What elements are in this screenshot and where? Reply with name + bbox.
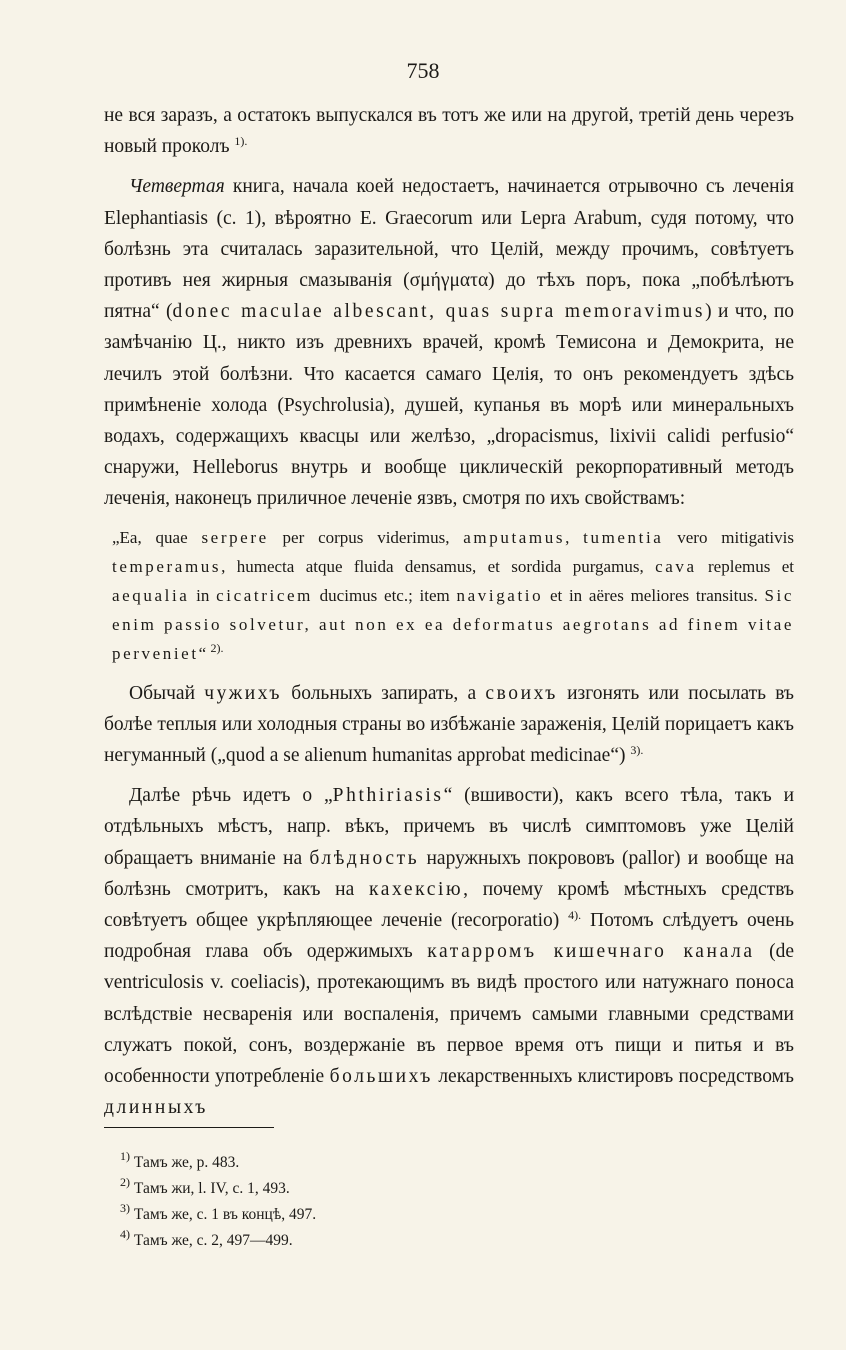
spaced-word: чужихъ [204,682,283,704]
footnotes [120,1150,316,1254]
paragraph-text: книга, начала коей недостаетъ, начинается отрывочно съ леченія Elephantiasis (c. 1), вѣроятно E. Graecorum или Lepra Arabum, судя потому, что болѣзнь эта считалась заразительной, что Целій, между прочимъ, совѣтуетъ противъ нея жирныя смазыванія (σμήγματα) до тѣхъ поръ, пока „побѣлѣютъ пятна“ ( [104,176,794,323]
quote-spaced: amputamus [463,527,566,547]
paragraph-fourth-book [104,171,794,514]
paragraph-custom [104,678,794,772]
spaced-word: длинныхъ [104,1097,208,1119]
quote-text: , humecta atque fluida densamus, et sordida purgamus, [221,556,656,576]
quote-spaced: temperamus [112,556,222,576]
quote-text: per corpus viderimus, [268,527,464,547]
spaced-latin: donec maculae albescant, quas supra memoravimus [172,301,706,323]
footnote [120,1202,316,1228]
footnote [120,1176,316,1202]
quote-spaced: cicatricem [216,585,313,605]
footnote-marker: 3) [120,1201,130,1215]
footnote-ref: 3). [630,743,644,758]
footnote-divider [104,1127,274,1128]
quote-text: “ [198,643,207,663]
quote-spaced: aequalia [112,585,190,605]
spaced-latin: Phthiriasis [332,785,444,807]
footnote [120,1150,316,1176]
quote-text: , [565,527,584,547]
paragraph-text: “ (вшивости), какъ всего тѣла, такъ и отдѣльныхъ мѣстъ, напр. вѣкъ, причемъ въ числѣ симптомовъ уже Целій обращаетъ вниманіе на [104,785,795,869]
footnote-text: Тамъ же, c. 1 въ концѣ, 497. [133,1206,317,1223]
paragraph-text: наружныхъ покрововъ (pallor) и вообще на болѣзнь смотритъ, какъ на [104,847,794,900]
spaced-word: катарромъ кишечнаго канала [427,941,755,963]
quote-spaced: tumentia [583,527,664,547]
footnote-marker: 1) [120,1149,130,1163]
quote-text: ducimus etc.; item [312,585,457,605]
paragraph-text: больныхъ запирать, а [282,682,486,704]
footnote-ref: 4). [568,908,582,923]
footnote [120,1228,316,1254]
paragraph-text: лекарственныхъ клистировъ посредствомъ [432,1066,795,1088]
paragraph-text: изгонять или посылать въ болѣе теплыя или холодныя страны во избѣжаніе зараженія, Целій порицаетъ какъ негуманный („quod a se alienum humanitas approbat medicinae“) [104,682,794,767]
paragraph-text: не вся заразъ, а остатокъ выпускался въ тотъ же или на другой, третій день черезъ новый проколъ [104,105,794,158]
italic-word: Четвертая [129,176,225,198]
page-number: 758 [406,58,440,83]
body-text [104,100,794,1123]
latin-quote [112,523,794,668]
paragraph-text: Далѣе рѣчь идетъ о „ [129,785,333,807]
paragraph-phthiriasis [104,780,794,1123]
quote-text: in [189,585,217,605]
footnote-marker: 2) [120,1175,130,1189]
footnote-marker: 4) [120,1227,130,1241]
spaced-word: кахексію [368,878,464,900]
paragraph-text: ) и что, по замѣчанію Ц., никто изъ древнихъ врачей, кромѣ Темисона и Демокрита, не лечилъ этой болѣзни. Что касается самаго Целія, то онъ рекомендуетъ здѣсь примѣненіе холода (Psychrolusia), душей, купанья въ морѣ или минеральныхъ водахъ, содержащихъ квасцы или желѣзо, „dropacismus, lixivii calidi perfusio“ снаружи, Helleborus внутрь и вообще циклическій рекорпоративный методъ леченія, наконецъ приличное леченіе язвъ, смотря по ихъ свойствамъ: [104,301,794,510]
paragraph-continuation [104,100,794,162]
paragraph-text: Потомъ слѣдуетъ очень подробная глава объ одержимыхъ [104,910,795,963]
quote-spaced: serpere [201,527,269,547]
quote-text: et in aëres meliores transitus. [543,585,765,605]
quote-text: replemus et [696,556,794,576]
quote-text: vero mitigativis [663,527,794,547]
paragraph-text: Обычай [129,682,205,704]
spaced-word: блѣдность [309,847,420,869]
spaced-word: большихъ [329,1066,433,1088]
footnote-text: Тамъ же, p. 483. [133,1154,240,1171]
quote-text: „Ea, quae [112,527,202,547]
footnote-ref: 1). [234,134,248,149]
quote-spaced: cava [655,556,697,576]
footnote-text: Тамъ же, c. 2, 497—499. [133,1232,293,1249]
spaced-word: своихъ [485,682,558,704]
quote-spaced: Sic enim passio solvetur, aut non ex ea deformatus aegrotans ad finem vitae perveniet [112,585,794,663]
paragraph-text: (de ventriculosis v. coeliacis), протекающимъ въ видѣ простого или натужнаго поноса вслѣдствіе несваренія или воспаленія, причемъ самыми главными средствами служатъ покой, сонъ, воздержаніе въ первое время отъ пищи и питья и въ особенности употребленіе [104,941,795,1088]
quote-spaced: navigatio [456,585,544,605]
footnote-ref: 2). [210,640,224,655]
footnote-text: Тамъ жи, l. IV, c. 1, 493. [133,1180,290,1197]
paragraph-text: , почему кромѣ мѣстныхъ средствъ совѣтуетъ общее укрѣпляющее леченіе (recorporatio) [104,878,794,932]
